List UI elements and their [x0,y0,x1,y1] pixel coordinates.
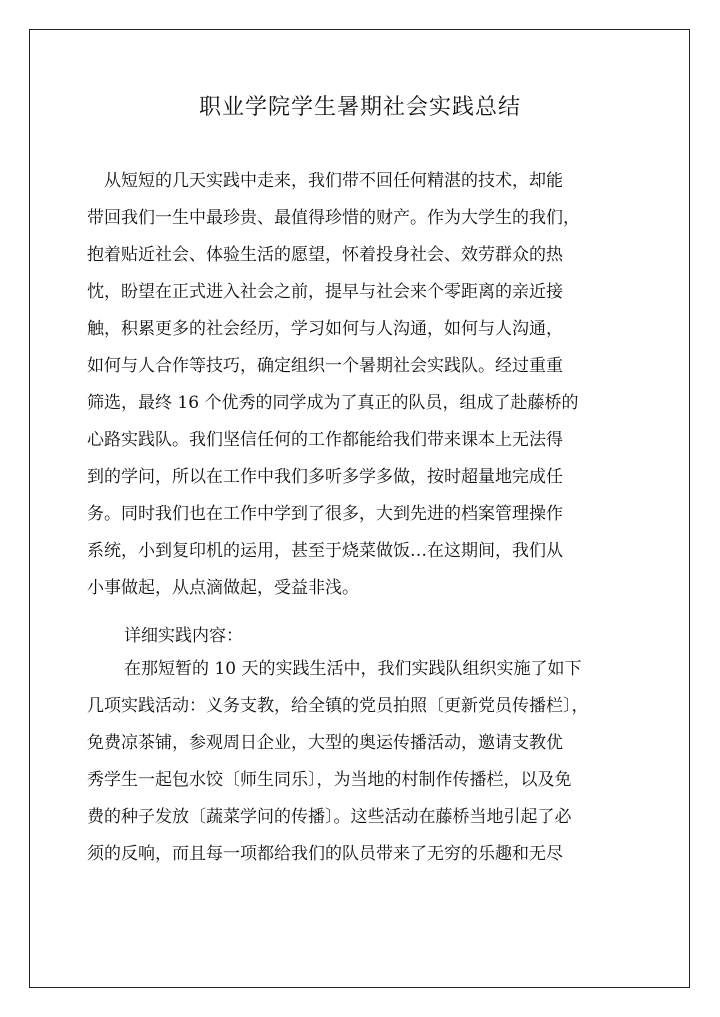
paragraph-line: 忱，盼望在正式进入社会之前，提早与社会来个零距离的亲近接 [87,282,563,302]
paragraph-line: 在那短暂的 10 天的实践生活中，我们实践队组织实施了如下 [124,659,582,679]
paragraph-line: 须的反响，而且每一项都给我们的队员带来了无穷的乐趣和无尽 [87,844,563,864]
paragraph-line: 小事做起，从点滴做起，受益非浅。 [87,578,359,598]
paragraph-line: 务。同时我们也在工作中学到了很多，大到先进的档案管理操作 [87,504,563,524]
paragraph-line: 从短短的几天实践中走来，我们带不回任何精湛的技术，却能 [104,171,563,191]
paragraph-line: 几项实践活动：义务支教，给全镇的党员拍照〔更新党员传播栏〕， [87,696,589,716]
document-title: 职业学院学生暑期社会实践总结 [198,95,521,120]
paragraph-line: 触，积累更多的社会经历，学习如何与人沟通，如何与人沟通， [87,319,563,339]
paragraph-line: 心路实践队。我们坚信任何的工作都能给我们带来课本上无法得 [87,430,563,450]
paragraph-line: 到的学问，所以在工作中我们多听多学多做，按时超量地完成任 [87,467,563,487]
paragraph-line: 免费凉茶铺，参观周日企业，大型的奥运传播活动，邀请支教优 [87,733,563,753]
section-heading: 详细实践内容： [124,626,243,646]
paragraph-line: 筛选，最终 16 个优秀的同学成为了真正的队员，组成了赴藤桥的 [87,393,579,413]
paragraph-line: 如何与人合作等技巧，确定组织一个暑期社会实践队。经过重重 [87,356,563,376]
paragraph-line: 抱着贴近社会、体验生活的愿望，怀着投身社会、效劳群众的热 [87,245,563,265]
paragraph-line: 费的种子发放〔蔬菜学问的传播〕。这些活动在藤桥当地引起了必 [87,807,572,827]
paragraph-line: 秀学生一起包水饺〔师生同乐〕，为当地的村制作传播栏，以及免 [87,770,572,790]
paragraph-line: 系统，小到复印机的运用，甚至于烧菜做饭…在这期间，我们从 [87,541,563,561]
paragraph-line: 带回我们一生中最珍贵、最值得珍惜的财产。作为大学生的我们， [87,208,580,228]
